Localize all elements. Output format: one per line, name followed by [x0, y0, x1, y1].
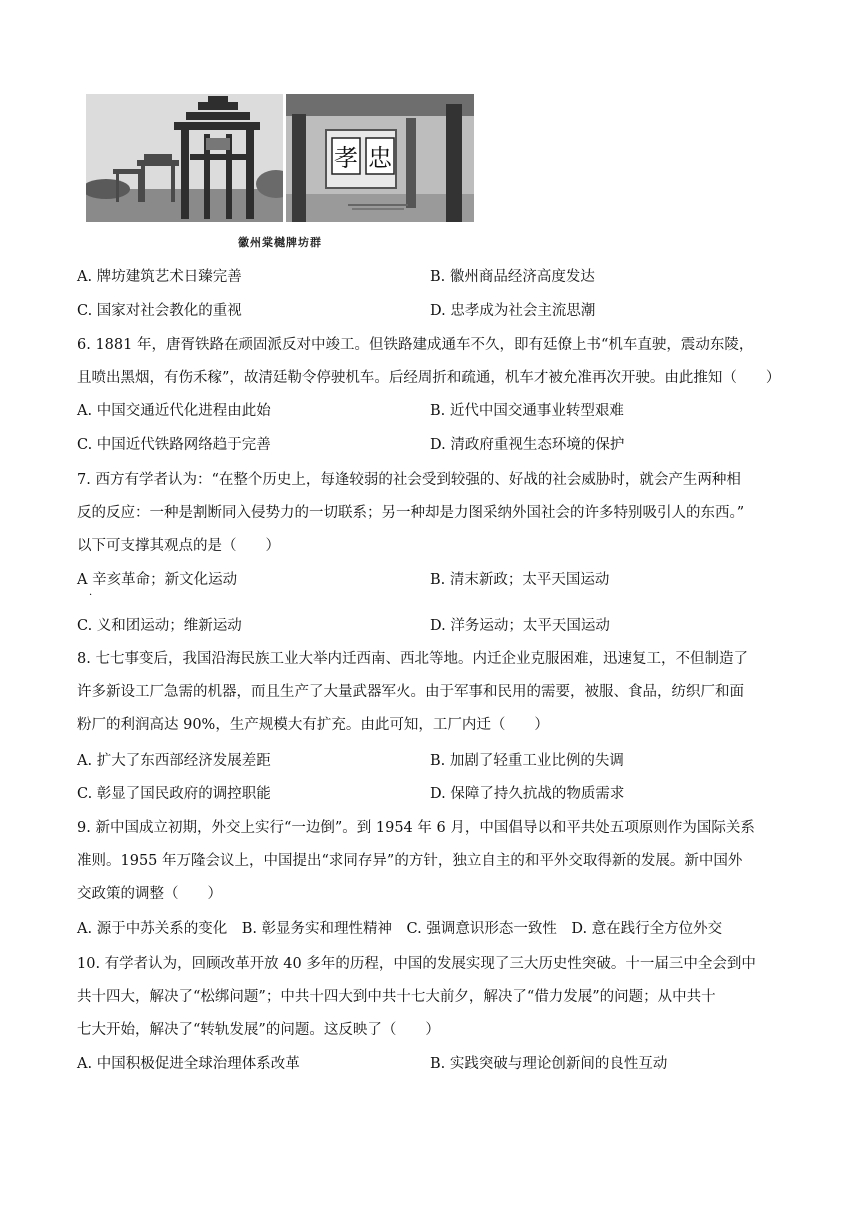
q8-option-c: C. 彰显了国民政府的调控职能	[77, 786, 271, 802]
q8-option-b: B. 加剧了轻重工业比例的失调	[430, 753, 624, 769]
q10-option-a: A. 中国积极促进全球治理体系改革	[77, 1056, 300, 1072]
q6-option-d: D. 清政府重视生态环境的保护	[430, 437, 625, 453]
q7-option-a-dot: ·	[89, 590, 93, 601]
q8-option-d: D. 保障了持久抗战的物质需求	[430, 786, 625, 802]
q5-option-b: B. 徽州商品经济高度发达	[430, 269, 595, 285]
q7-stem-line-2: 反的反应：一种是割断同入侵势力的一切联系；另一种却是力图采纳外国社会的许多特别吸引人的东西。”	[77, 505, 745, 521]
plaque-zhong: 忠	[368, 144, 392, 172]
q8-stem-line-2: 许多新设工厂急需的机器，而且生产了大量武器军火。由于军事和民用的需要，被服、食品，纺织厂和面	[77, 684, 744, 700]
q8-stem-line-3: 粉厂的利润高达 90%，生产规模大有扩充。由此可知，工厂内迁（ ）	[77, 717, 549, 733]
q7-option-c: C. 义和团运动；维新运动	[77, 618, 242, 634]
q7-option-a: A 辛亥革命；新文化运动	[77, 572, 238, 588]
plaque-xiao: 孝	[334, 144, 358, 172]
q8-stem-line-1: 8. 七七事变后，我国沿海民族工业大举内迁西南、西北等地。内迁企业克服困难，迅速复工，不但制造了	[77, 651, 748, 667]
q7-stem-line-3: 以下可支撑其观点的是（ ）	[77, 538, 280, 554]
q5-option-a: A. 牌坊建筑艺术日臻完善	[77, 269, 242, 285]
q7-stem-line-1: 7. 西方有学者认为：“在整个历史上，每逢较弱的社会受到较强的、好战的社会威胁时，就会产生两种相	[77, 472, 741, 488]
q6-option-c: C. 中国近代铁路网络趋于完善	[77, 437, 271, 453]
q10-stem-line-3: 七大开始，解决了“转轨发展”的问题。这反映了（ ）	[77, 1022, 440, 1038]
q9-stem-line-2: 准则。1955 年万隆会议上，中国提出“求同存异”的方针，独立自主的和平外交取得新的发展。新中国外	[77, 853, 743, 869]
q5-option-c: C. 国家对社会教化的重视	[77, 303, 242, 319]
q10-stem-line-2: 共十四大，解决了“松绑问题”；中共十四大到中共十七大前夕，解决了“借力发展”的问题；从中共十	[77, 989, 716, 1005]
q7-option-d: D. 洋务运动；太平天国运动	[430, 618, 610, 634]
q10-option-b: B. 实践突破与理论创新间的良性互动	[430, 1056, 668, 1072]
paifang-archways-photo	[86, 94, 283, 222]
q7-option-b: B. 清末新政；太平天国运动	[430, 572, 610, 588]
q5-option-d: D. 忠孝成为社会主流思潮	[430, 303, 596, 319]
q9-stem-line-3: 交政策的调整（ ）	[77, 886, 222, 902]
q9-options-line: A. 源于中苏关系的变化 B. 彰显务实和理性精神 C. 强调意识形态一致性 D. 意在践行全方位外交	[77, 921, 723, 937]
q10-stem-line-1: 10. 有学者认为，回顾改革开放 40 多年的历程，中国的发展实现了三大历史性突破。十一届三中全会到中	[77, 956, 756, 972]
q9-stem-line-1: 9. 新中国成立初期，外交上实行“一边倒”。到 1954 年 6 月，中国倡导以和平共处五项原则作为国际关系	[77, 820, 755, 836]
q6-option-a: A. 中国交通近代化进程由此始	[77, 403, 271, 419]
q8-option-a: A. 扩大了东西部经济发展差距	[77, 753, 271, 769]
q6-stem-line-2: 且喷出黑烟，有伤禾稼”，故清廷勒令停驶机车。后经周折和疏通，机车才被允准再次开驶。由此推知（ ）	[77, 370, 781, 386]
q6-stem-line-1: 6. 1881 年，唐胥铁路在顽固派反对中竣工。但铁路建成通车不久，即有廷僚上书“机车直驶，震动东陵，	[77, 337, 754, 353]
ancestral-hall-photo	[286, 94, 474, 222]
paifang-figure	[86, 94, 474, 222]
q6-option-b: B. 近代中国交通事业转型艰难	[430, 403, 624, 419]
figure-caption: 徽州棠樾牌坊群	[238, 236, 322, 249]
